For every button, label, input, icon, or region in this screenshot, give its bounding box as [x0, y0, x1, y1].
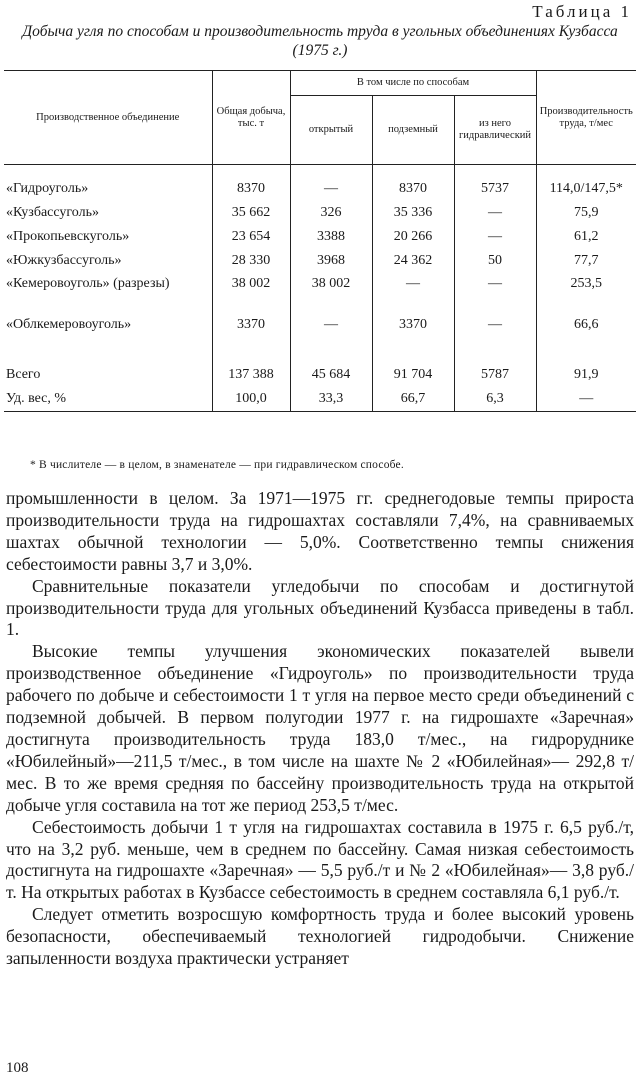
paragraph: промышленности в целом. За 1971—1975 гг. среднегодовые темпы прироста производительности труда на гидрошахтах составляли 7,4%, на сравниваемых шахтах обычной технологии — 5,0%. Соответственно темпы снижения себестоимости равны 3,7 и 3,0%. — [6, 488, 634, 574]
underground-value: 24 362 — [372, 249, 454, 273]
paragraph: Высокие темпы улучшения экономических показателей вывели производственное объединение «Гидроуголь» по производительности труда рабочего по добыче и себестоимости 1 т угля на первое место среди объединений с подземной добычей. В первом полугодии 1977 г. на гидрошахте «Заречная» достигнута производительность труда 183,0 т/мес., на гидроруднике «Юбилейный»—211,5 т/мес., в том числе на шахте № 2 «Юбилейная»— 292,8 т/мес. В то же время средняя по бассейну производительность труда на открытой добыче угля составила на тот же период 253,5 т/мес. — [6, 641, 634, 815]
open-value: 38 002 — [290, 273, 372, 313]
hydraulic-value: 50 — [454, 249, 536, 273]
table-row — [4, 177, 636, 201]
hydraulic-value: 6,3 — [454, 387, 536, 412]
total-value: 23 654 — [212, 225, 290, 249]
open-value: 3388 — [290, 225, 372, 249]
table-row-share — [4, 387, 636, 412]
body-text — [6, 488, 634, 970]
total-value: 28 330 — [212, 249, 290, 273]
total-value: 100,0 — [212, 387, 290, 412]
productivity-value: 77,7 — [536, 249, 636, 273]
table-label: Таблица 1 — [532, 2, 632, 21]
productivity-value: — — [536, 387, 636, 412]
underground-value: 20 266 — [372, 225, 454, 249]
page-number: 108 — [6, 1060, 29, 1076]
underground-value: 35 336 — [372, 201, 454, 225]
association-name: Уд. вес, % — [4, 387, 212, 412]
open-value: 3968 — [290, 249, 372, 273]
open-value: 45 684 — [290, 363, 372, 387]
coal-production-table — [4, 70, 636, 412]
header-underground: подземный — [372, 96, 454, 165]
hydraulic-value: — — [454, 225, 536, 249]
header-association: Производственное объединение — [4, 71, 212, 165]
header-hydraulic: из него гидравлический — [454, 96, 536, 165]
underground-value: 8370 — [372, 177, 454, 201]
hydraulic-value: 5787 — [454, 363, 536, 387]
open-value: — — [290, 313, 372, 337]
header-productivity: Производительность труда, т/мес — [536, 71, 636, 165]
open-value: — — [290, 177, 372, 201]
table-caption: Добыча угля по способам и производительность труда в угольных объединениях Кузбасса (1975 г.) — [22, 23, 618, 59]
open-value: 326 — [290, 201, 372, 225]
table-row — [4, 273, 636, 313]
underground-value: 66,7 — [372, 387, 454, 412]
header-group: В том числе по способам — [290, 71, 536, 96]
header-total: Общая добыча, тыс. т — [212, 71, 290, 165]
paragraph: Следует отметить возросшую комфортность труда и более высокий уровень безопасности, обеспечиваемый технологией гидродобычи. Снижение запыленности воздуха практически устраняет — [6, 904, 634, 969]
hydraulic-value: 5737 — [454, 177, 536, 201]
total-value: 35 662 — [212, 201, 290, 225]
table-row-total — [4, 363, 636, 387]
association-name: «Облкемеровоуголь» — [6, 317, 132, 332]
association-name: «Кемеровоуголь» (разрезы) — [6, 276, 170, 291]
underground-value: 3370 — [372, 313, 454, 337]
association-name: «Южкузбассуголь» — [6, 253, 122, 268]
table-row — [4, 225, 636, 249]
paragraph: Сравнительные показатели угледобычи по способам и достигнутой производительности труда для угольных объединений Кузбасса приведены в табл. 1. — [6, 575, 634, 640]
paragraph: Себестоимость добычи 1 т угля на гидрошахтах составила в 1975 г. 6,5 руб./т, что на 3,2 руб. меньше, чем в среднем по бассейну. Самая низкая себестоимость достигнута на гидрошахте «Заречная» — 5,5 руб./т и № 2 «Юбилейная»— 3,8 руб./т. На открытых работах в Кузбассе себестоимость в среднем составляла 6,1 руб./т. — [6, 816, 634, 903]
underground-value: — — [372, 273, 454, 313]
table-row — [4, 249, 636, 273]
association-name: «Кузбассуголь» — [6, 205, 99, 220]
hydraulic-value: — — [454, 273, 536, 313]
hydraulic-value: — — [454, 313, 536, 337]
association-name: «Гидроуголь» — [6, 181, 89, 196]
header-open: открытый — [290, 96, 372, 165]
total-value: 137 388 — [212, 363, 290, 387]
open-value: 33,3 — [290, 387, 372, 412]
table-row — [4, 201, 636, 225]
association-name: Всего — [6, 367, 41, 382]
productivity-value: 75,9 — [536, 201, 636, 225]
association-name: «Прокопьевскуголь» — [6, 229, 130, 244]
total-value: 8370 — [212, 177, 290, 201]
total-value: 38 002 — [212, 273, 290, 313]
total-value: 3370 — [212, 313, 290, 337]
table-footnote: * В числителе — в целом, в знаменателе — при гидравлическом способе. — [30, 459, 404, 471]
productivity-value: 91,9 — [536, 363, 636, 387]
underground-value: 91 704 — [372, 363, 454, 387]
productivity-value: 61,2 — [536, 225, 636, 249]
hydraulic-value: — — [454, 201, 536, 225]
productivity-value: 66,6 — [536, 313, 636, 337]
productivity-value: 114,0/147,5* — [536, 177, 636, 201]
productivity-value: 253,5 — [536, 273, 636, 313]
table-row — [4, 313, 636, 337]
